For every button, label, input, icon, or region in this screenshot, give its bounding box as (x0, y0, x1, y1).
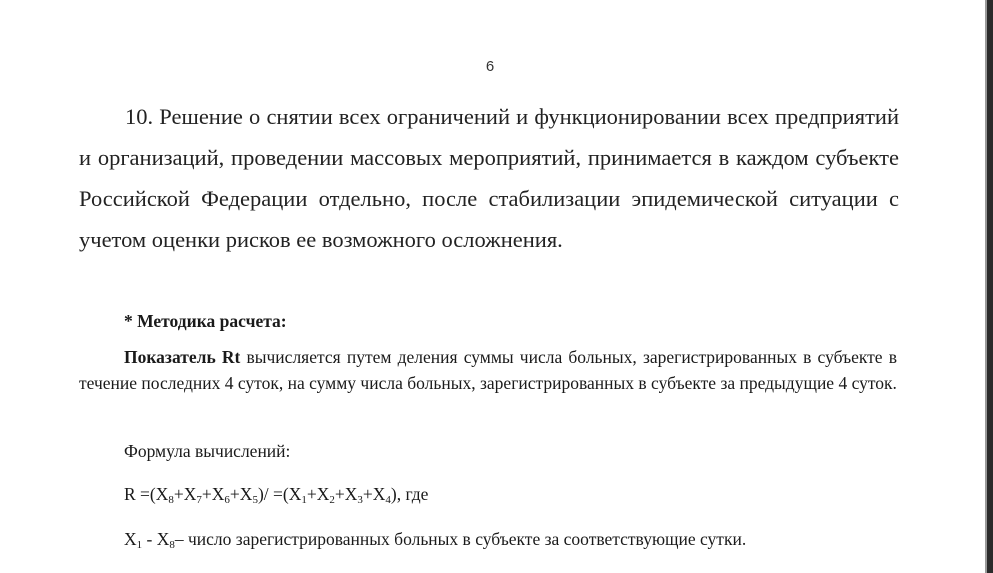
variables-definition (124, 529, 746, 550)
definition-subscript: 1 (136, 539, 143, 551)
methodology-heading (124, 311, 287, 332)
formula (124, 484, 428, 505)
formula-subscript: 2 (329, 494, 335, 506)
formula-part: R =(X (124, 484, 169, 504)
formula-part: +X (173, 484, 197, 504)
formula-subscript: 3 (357, 494, 363, 506)
page-number: 6 (485, 58, 495, 75)
indicator-name: Показатель Rt (124, 347, 241, 367)
definition-text: – число зарегистрированных больных в субъекте за соответствующие сутки. (174, 529, 747, 549)
paragraph-10: 10. Решение о снятии всех ограничений и функционировании всех предприятий и организаций, проведении массовых мероприятий, принимается в каждом субъекте Российской Федерации отдельно, после стабилизации эпидемической ситуации с учетом оценки рисков ее возможного осложнения. (79, 104, 899, 252)
formula-part: ), где (390, 484, 429, 504)
formula-subscript: 6 (224, 494, 230, 506)
formula-subscript: 7 (196, 494, 202, 506)
formula-part: +X (362, 484, 386, 504)
formula-part: +X (229, 484, 253, 504)
definition-part: X (124, 529, 137, 549)
formula-subscript: 5 (252, 494, 258, 506)
formula-subscript: 4 (385, 494, 391, 506)
formula-part: +X (201, 484, 225, 504)
definition-part: - X (142, 529, 170, 549)
formula-part: )/ =(X (257, 484, 302, 504)
formula-label: Формула вычислений: (124, 441, 291, 461)
formula-part: +X (306, 484, 330, 504)
formula-subscript: 8 (168, 494, 174, 506)
definition-subscript: 8 (169, 539, 175, 551)
page-edge (987, 0, 993, 573)
methodology-paragraph (79, 344, 897, 396)
formula-part: +X (334, 484, 358, 504)
methodology-heading-text: * Методика расчета: (124, 311, 287, 331)
formula-subscript: 1 (301, 494, 307, 506)
indicator-description: вычисляется путем деления суммы числа больных, зарегистрированных в субъекте в течение последних 4 суток, на сумму числа больных, зарегистрированных в субъекте за предыдущие 4 суток. (79, 347, 897, 393)
